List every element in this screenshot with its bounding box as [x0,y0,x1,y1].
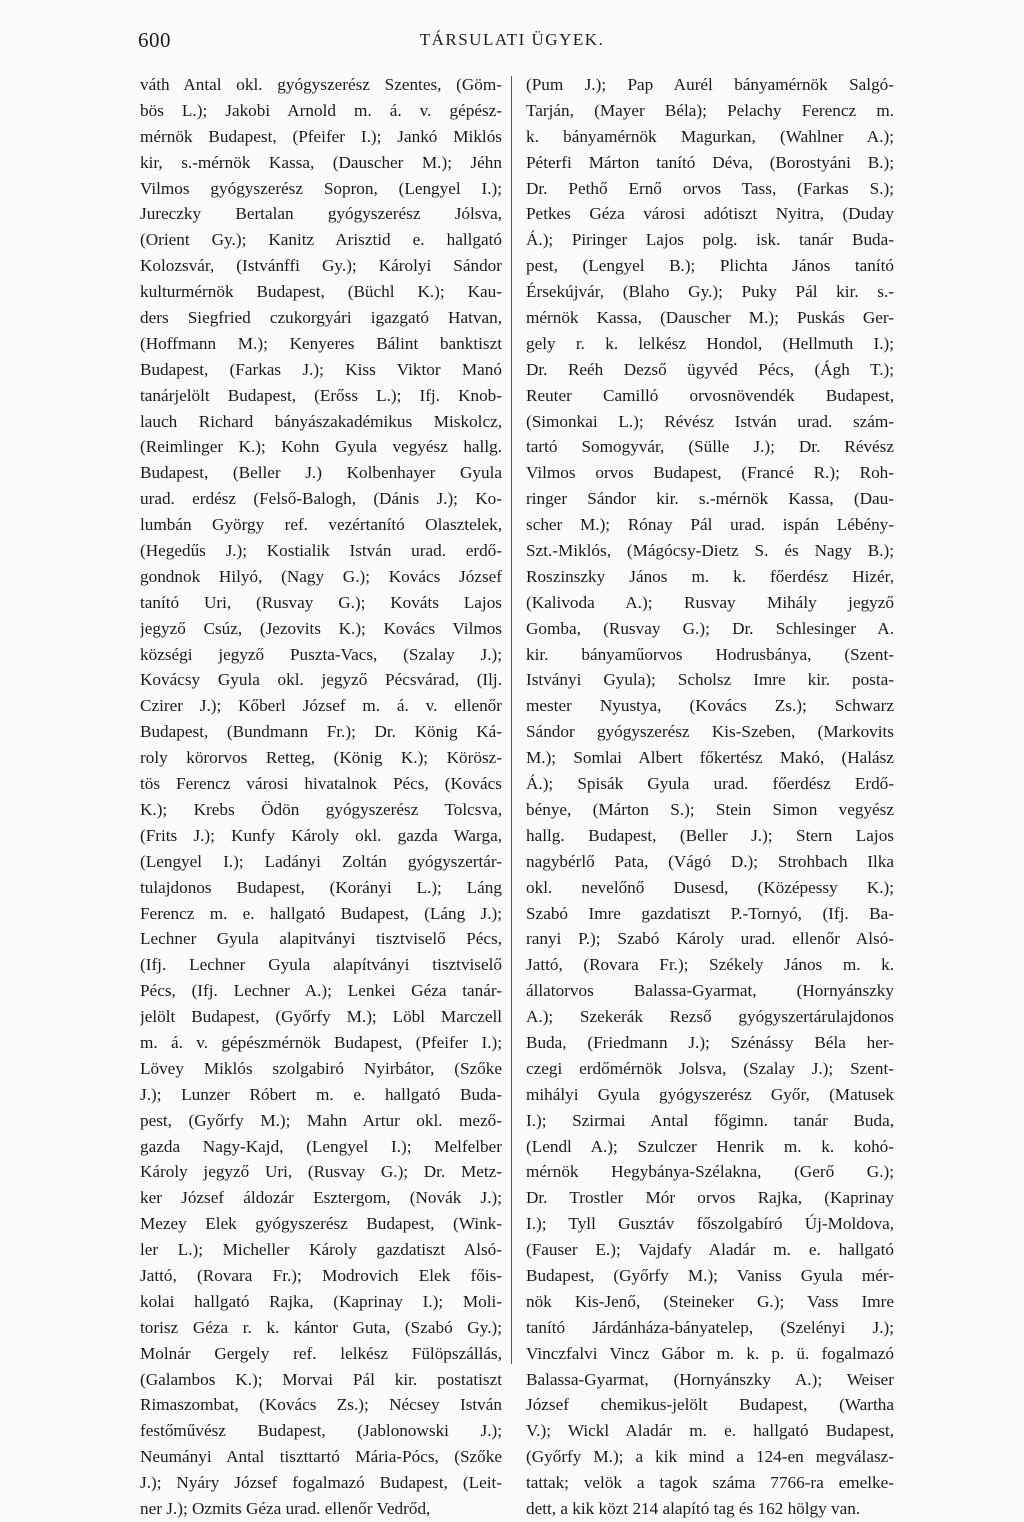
text-line: dett, a kik közt 214 alapító tag és 162 hölgy van. [526,1498,861,1518]
text-line: Dr. Pethő Ernő orvos Tass, (Farkas S.); [526,178,894,198]
text-line: (Galambos K.); Morvai Pál kir. postatiszt [140,1369,502,1389]
column-left [140,72,502,1522]
text-line: tanító Uri, (Rusvay G.); Kováts Lajos [140,592,502,612]
text-line: (Pum J.); Pap Aurél bányamérnök Salgó- [526,75,894,94]
text-line: (Hoffmann M.); Kenyeres Bálint banktiszt [140,333,502,353]
text-line: Tarján, (Mayer Béla); Pelachy Ferencz m. [526,100,894,120]
text-line: urad. erdész (Felső-Balogh, (Dánis J.); Ko- [140,489,502,509]
text-line: Pécs, (Ifj. Lechner A.); Lenkei Géza tanár- [140,981,502,1001]
page-number: 600 [138,28,171,52]
text-line: Á.); Piringer Lajos polg. isk. tanár Buda- [526,230,894,250]
text-line: J.); Nyáry József fogalmazó Budapest, (Leit- [140,1473,502,1493]
text-line: Budapest, (Győrfy M.); Vaniss Gyula mér- [526,1265,894,1285]
text-line: ringer Sándor kir. s.-mérnök Kassa, (Dau- [526,489,894,509]
text-line: torisz Géza r. k. kántor Guta, (Szabó Gy.); [140,1317,502,1337]
text-line: Vilmos orvos Budapest, (Francé R.); Roh- [526,463,894,483]
text-line: bénye, (Márton S.); Stein Simon vegyész [526,799,894,819]
text-line: (Reimlinger K.); Kohn Gyula vegyész hallg. [140,437,502,457]
text-line: Mezey Elek gyógyszerész Budapest, (Wink- [140,1214,502,1234]
text-line: (Ifj. Lechner Gyula alapítványi tisztviselő [140,955,502,975]
text-line: Kolozsvár, (Istvánffi Gy.); Károlyi Sándor [140,256,502,276]
text-line: Molnár Gergely ref. lelkész Fülöpszállás, [140,1343,502,1363]
text-line: tös Ferencz városi hivatalnok Pécs, (Kovács [140,774,502,794]
text-line: Jureczky Bertalan gyógyszerész Jólsva, [140,204,502,224]
text-line: Károly jegyző Uri, (Rusvay G.); Dr. Metz- [140,1162,502,1182]
text-line: pest, (Lengyel B.); Plichta János tanító [526,256,894,276]
text-line: Szabó Imre gazdatiszt P.-Tornyó, (Ifj. Ba- [526,903,894,923]
text-line: Istványi Gyula); Scholsz Imre kir. posta- [526,670,894,690]
text-line: Roszinszky János m. k. főerdész Hizér, [526,566,894,586]
text-line: kir. bányaműorvos Hodrusbánya, (Szent- [526,644,894,664]
text-line: m. á. v. gépészmérnök Budapest, (Pfeifer I.); [140,1032,502,1052]
text-line: ker József áldozár Esztergom, (Novák J.); [140,1188,502,1208]
text-line: ders Siegfried czukorgyári igazgató Hatvan, [140,308,502,328]
text-line: gondnok Hilyó, (Nagy G.); Kovács József [140,566,502,586]
text-line: állatorvos Balassa-Gyarmat, (Hornyánszky [526,981,894,1001]
text-line: tulajdonos Budapest, (Korányi L.); Láng [140,877,502,897]
text-line: kolai hallgató Rajka, (Kaprinay I.); Moli- [140,1291,502,1311]
text-line: Jattó, (Rovara Fr.); Székely János m. k. [526,955,894,975]
text-line: roly körorvos Retteg, (König K.); Körösz- [140,748,502,768]
text-line: Rimaszombat, (Kovács Zs.); Nécsey István [140,1395,502,1415]
text-line: Lövey Miklós szolgabiró Nyirbátor, (Szőke [140,1058,502,1078]
text-line: József chemikus-jelölt Budapest, (Wartha [526,1395,894,1415]
text-line: Péterfi Márton tanító Déva, (Borostyáni B.); [526,152,894,172]
text-line: Budapest, (Beller J.) Kolbenhayer Gyula [140,463,502,483]
text-line: jegyző Csúz, (Jezovits K.); Kovács Vilmos [140,618,502,638]
text-line: Sándor gyógyszerész Kis-Szeben, (Markovits [526,722,894,742]
text-line: lumbán György ref. vezértanító Olasztelek, [140,515,502,535]
text-line: tanárjelölt Budapest, (Erőss L.); Ifj. Knob- [140,385,502,405]
text-line: mérnök Hegybánya-Szélakna, (Gerő G.); [526,1162,894,1182]
text-line: Vinczfalvi Vincz Gábor m. k. p. ü. fogalmazó [526,1343,894,1363]
text-line: gazda Nagy-Kajd, (Lengyel I.); Melfelber [140,1136,502,1156]
text-line: hallg. Budapest, (Beller J.); Stern Lajos [526,825,894,845]
text-line: kulturmérnök Budapest, (Büchl K.); Kau- [140,282,502,302]
text-line: jelölt Budapest, (Győrfy M.); Löbl Marczell [140,1007,502,1027]
text-line: tartó Somogyvár, (Sülle J.); Dr. Révész [526,437,894,457]
text-line: Neumányi Antal tiszttartó Mária-Pócs, (Szőke [140,1447,502,1467]
text-line: tattak; velök a tagok száma 7766-ra emelke- [526,1473,894,1493]
text-line: községi jegyző Puszta-Vacs, (Szalay J.); [140,644,502,664]
text-line: ranyi P.); Szabó Károly urad. ellenőr Alsó- [526,929,894,949]
column-right [526,72,894,1522]
text-line: scher M.); Rónay Pál urad. ispán Lébény- [526,515,894,535]
text-line: V.); Wickl Aladár m. e. hallgató Budapest, [526,1421,894,1441]
text-line: Petkes Géza városi adótiszt Nyitra, (Duday [526,204,894,224]
text-line: (Fauser E.); Vajdafy Aladár m. e. hallgató [526,1240,894,1260]
text-line: Czirer J.); Kőberl József m. á. v. ellenőr [140,696,502,716]
text-line: Budapest, (Farkas J.); Kiss Viktor Manó [140,359,502,379]
text-line: ner J.); Ozmits Géza urad. ellenőr Vedrőd, [140,1498,431,1518]
text-line: A.); Szekerák Rezső gyógyszertárulajdonos [526,1007,894,1027]
text-line: festőművész Budapest, (Jablonowski J.); [140,1421,502,1441]
text-line: nagybérlő Pata, (Vágó D.); Strohbach Ilka [526,851,894,871]
text-line: Szt.-Miklós, (Mágócsy-Dietz S. és Nagy B.); [526,541,894,561]
text-line: I.); Tyll Gusztáv főszolgabíró Új-Moldova, [526,1214,894,1234]
text-line: mester Nyustya, (Kovács Zs.); Schwarz [526,696,894,716]
text-line: (Hegedűs J.); Kostialik István urad. erdő- [140,541,502,561]
text-line: ler L.); Micheller Károly gazdatiszt Alsó- [140,1240,502,1260]
column-divider [511,76,512,1364]
text-line: Gomba, (Rusvay G.); Dr. Schlesinger A. [526,618,894,638]
text-line: tanító Járdánháza-bányatelep, (Szelényi J.); [526,1317,894,1337]
text-line: Balassa-Gyarmat, (Hornyánszky A.); Weiser [526,1369,894,1389]
text-line: kir, s.-mérnök Kassa, (Dauscher M.); Jéhn [140,152,502,172]
text-line: mérnök Budapest, (Pfeifer I.); Jankó Miklós [140,126,502,146]
text-line: Lechner Gyula alapitványi tisztviselő Pécs, [140,929,502,949]
text-line: czegi erdőmérnök Jolsva, (Szalay J.); Szent- [526,1058,894,1078]
text-line: Jattó, (Rovara Fr.); Modrovich Elek főis- [140,1265,502,1285]
text-line: váth Antal okl. gyógyszerész Szentes, (Göm- [140,75,502,94]
text-line: Érsekújvár, (Blaho Gy.); Puky Pál kir. s.- [526,282,894,302]
text-line: Vilmos gyógyszerész Sopron, (Lengyel I.); [140,178,502,198]
text-line: J.); Lunzer Róbert m. e. hallgató Buda- [140,1084,502,1104]
text-line: Kovácsy Gyula okl. jegyző Pécsvárad, (Ilj. [140,670,502,690]
text-line: M.); Somlai Albert főkertész Makó, (Halász [526,748,894,768]
text-line: K.); Krebs Ödön gyógyszerész Tolcsva, [140,799,502,819]
text-line: Á.); Spisák Gyula urad. főerdész Erdő- [526,774,894,794]
text-line: (Győrfy M.); a kik mind a 124-en megválasz- [526,1447,894,1467]
text-line: Dr. Reéh Dezső ügyvéd Pécs, (Ágh T.); [526,359,894,379]
text-line: Budapest, (Bundmann Fr.); Dr. König Ká- [140,722,502,742]
text-line: I.); Szirmai Antal főgimn. tanár Buda, [526,1110,894,1130]
text-line: (Simonkai L.); Révész István urad. szám- [526,411,894,431]
text-line: Buda, (Friedmann J.); Szénássy Béla her- [526,1032,894,1052]
text-line: pest, (Győrfy M.); Mahn Artur okl. mező- [140,1110,502,1130]
text-line: (Lendl A.); Szulczer Henrik m. k. kohó- [526,1136,894,1156]
text-line: mérnök Kassa, (Dauscher M.); Puskás Ger- [526,308,894,328]
text-line: Reuter Camilló orvosnövendék Budapest, [526,385,894,405]
text-line: Dr. Trostler Mór orvos Rajka, (Kaprinay [526,1188,894,1208]
text-line: (Kalivoda A.); Rusvay Mihály jegyző [526,592,894,612]
text-line: bös L.); Jakobi Arnold m. á. v. gépész- [140,100,502,120]
text-line: gely r. k. lelkész Hondol, (Hellmuth I.); [526,333,894,353]
text-line: k. bányamérnök Magurkan, (Wahlner A.); [526,126,894,146]
running-title: TÁRSULATI ÜGYEK. [419,30,605,49]
text-line: lauch Richard bányászakadémikus Miskolcz, [140,411,502,431]
text-line: (Frits J.); Kunfy Károly okl. gazda Warga, [140,825,502,845]
text-line: okl. nevelőnő Dusesd, (Középessy K.); [526,877,894,897]
text-line: (Orient Gy.); Kanitz Arisztid e. hallgató [140,230,502,250]
text-line: (Lengyel I.); Ladányi Zoltán gyógyszertár- [140,851,502,871]
text-line: mihályi Gyula gyógyszerész Győr, (Matusek [526,1084,894,1104]
text-line: Ferencz m. e. hallgató Budapest, (Láng J.); [140,903,502,923]
text-line: nök Kis-Jenő, (Steineker G.); Vass Imre [526,1291,894,1311]
